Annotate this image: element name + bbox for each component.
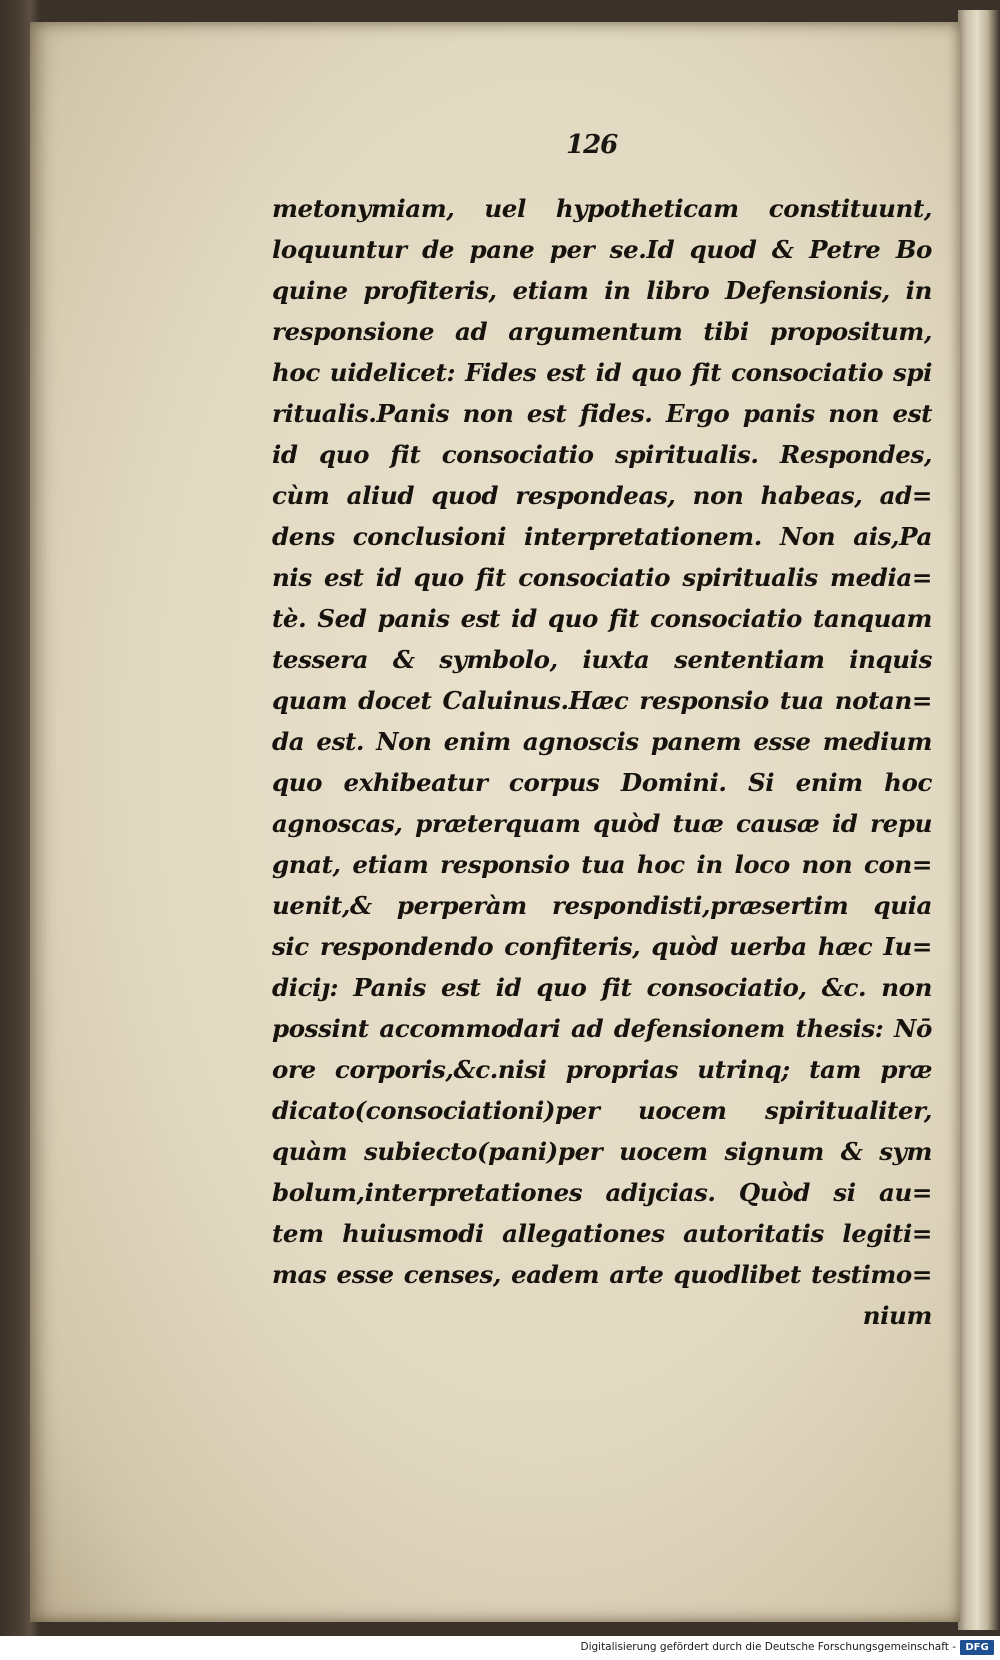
digitization-credit: Digitalisierung gefördert durch die Deutsche Forschungsgemeinschaft - xyxy=(580,1641,956,1653)
text-line: tè. Sed panis est id quo fit consociatio tanquam xyxy=(272,604,932,633)
text-line: tem huiusmodi allegationes autoritatis legiti= xyxy=(272,1219,932,1248)
text-line: metonymiam, uel hypotheticam constituunt, xyxy=(272,194,932,223)
text-line: quo exhibeatur corpus Domini. Si enim hoc xyxy=(272,768,932,797)
text-line: gnat, etiam responsio tua hoc in loco non con= xyxy=(272,850,932,879)
text-line: sic respondendo confiteris, quòd uerba hæc Iu= xyxy=(272,932,932,961)
text-line: ritualis.Panis non est fides. Ergo panis non est xyxy=(272,399,932,428)
catchword: nium xyxy=(862,1301,932,1330)
text-line: hoc uidelicet: Fides est id quo fit consociatio spi xyxy=(272,358,932,387)
text-line: quine profiteris, etiam in libro Defensionis, in xyxy=(272,276,932,305)
body-text xyxy=(272,188,932,1336)
text-line: quàm subiecto(pani)per uocem signum & sym xyxy=(272,1137,932,1166)
text-line: mas esse censes, eadem arte quodlibet testimo= xyxy=(272,1260,932,1289)
text-line: tessera & symbolo, iuxta sententiam inquis xyxy=(272,645,932,674)
text-line: diciȷ: Panis est id quo fit consociatio, &c. non xyxy=(272,973,932,1002)
text-line: dens conclusioni interpretationem. Non ais,Pa xyxy=(272,522,932,551)
text-line: bolum,interpretationes adiȷcias. Quòd si au= xyxy=(272,1178,932,1207)
book-edge xyxy=(958,10,1000,1630)
page-number: 126 xyxy=(566,130,618,160)
text-line: ore corporis,&c.nisi proprias utrinq; tam præ xyxy=(272,1055,932,1084)
text-line: dicato(consociationi)per uocem spiritualiter, xyxy=(272,1096,932,1125)
text-line: cùm aliud quod respondeas, non habeas, ad= xyxy=(272,481,932,510)
text-line: id quo fit consociatio spiritualis. Respondes, xyxy=(272,440,932,469)
dfg-logo-icon[interactable]: DFG xyxy=(960,1640,994,1655)
text-line: da est. Non enim agnoscis panem esse medium xyxy=(272,727,932,756)
text-line: possint accommodari ad defensionem thesis: Nō xyxy=(272,1014,932,1043)
text-line: agnoscas, præterquam quòd tuæ causæ id repu xyxy=(272,809,932,838)
text-line: uenit,& perperàm respondisti,præsertim quia xyxy=(272,891,932,920)
text-line: loquuntur de pane per se.Id quod & Petre Bo xyxy=(272,235,932,264)
text-line: nis est id quo fit consociatio spiritualis media= xyxy=(272,563,932,592)
text-line: quam docet Caluinus.Hæc responsio tua notan= xyxy=(272,686,932,715)
text-line: responsione ad argumentum tibi propositum, xyxy=(272,317,932,346)
